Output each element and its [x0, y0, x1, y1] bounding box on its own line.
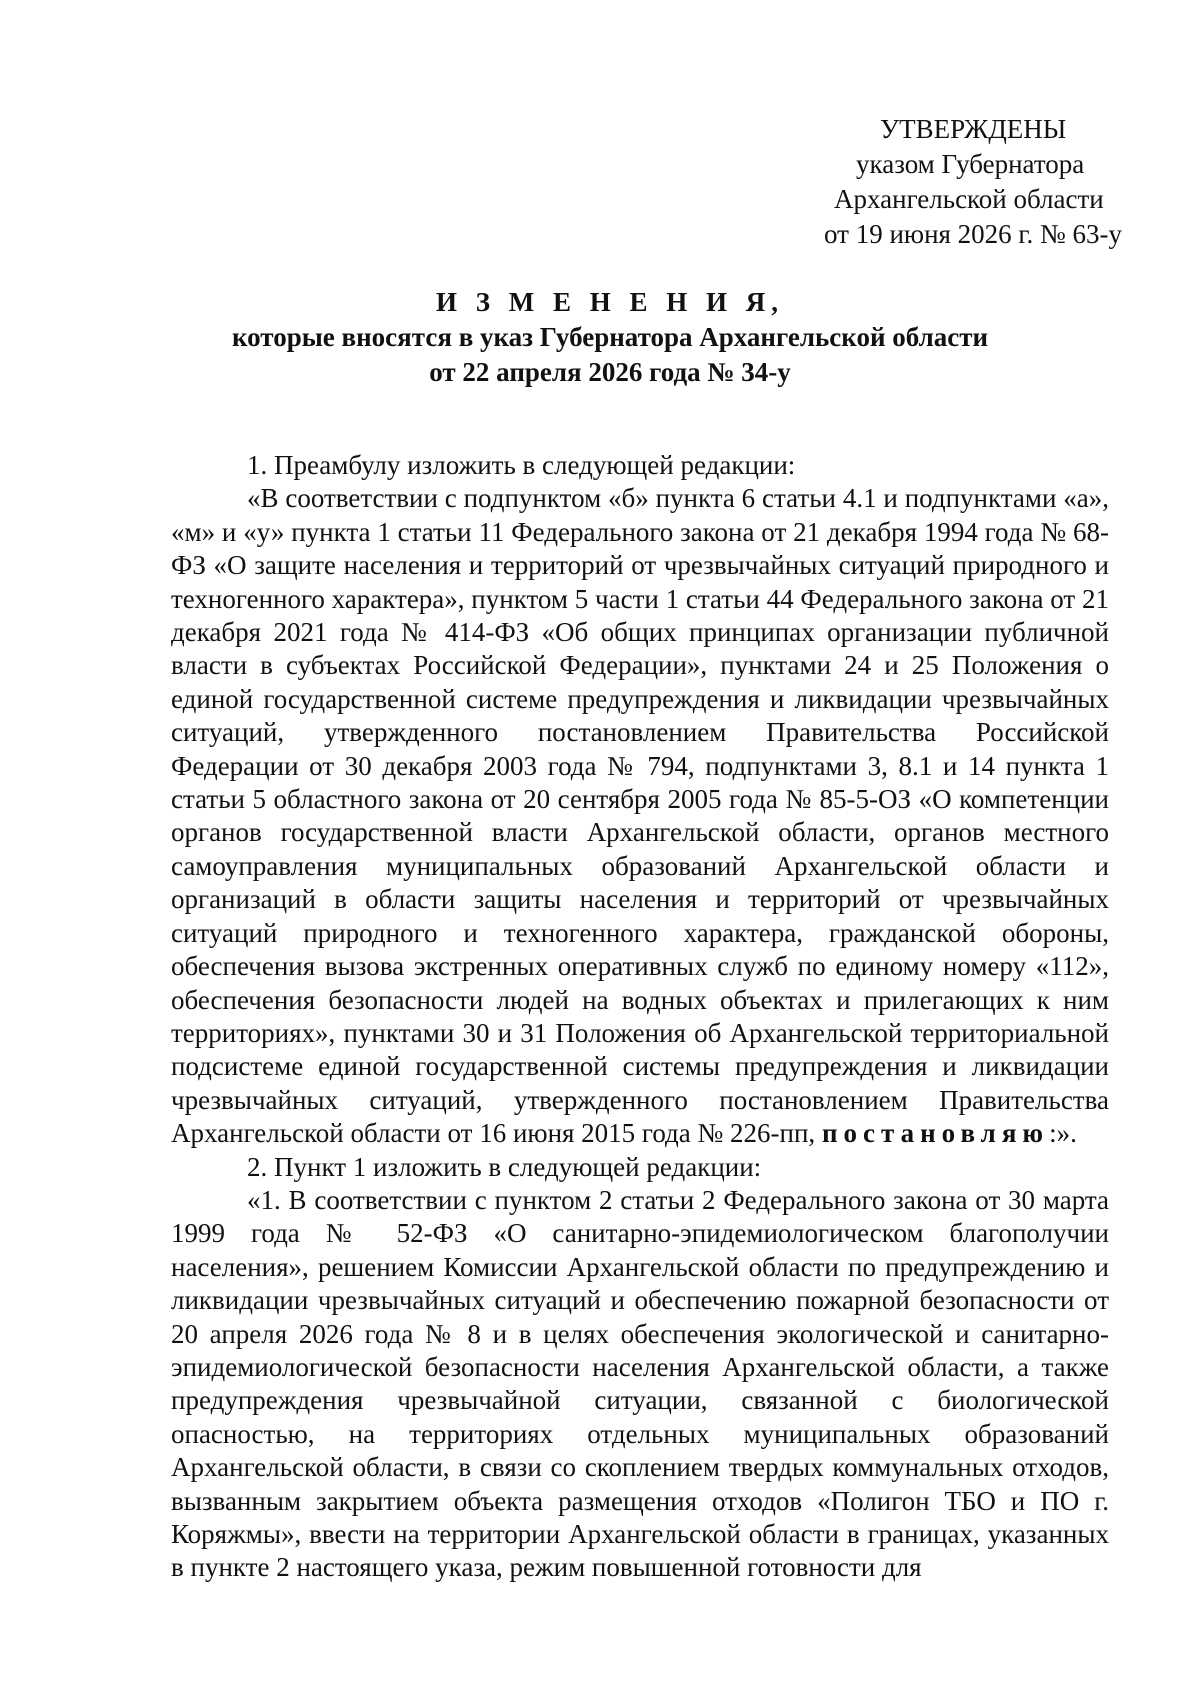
- approval-heading: УТВЕРЖДЕНЫ: [880, 114, 1067, 144]
- document-subtitle-line-2: от 22 апреля 2026 года № 34-у: [429, 357, 791, 387]
- document-title: И З М Е Н Е Н И Я,: [435, 287, 784, 317]
- paragraph-item-2: 2. Пункт 1 изложить в следующей редакции:: [247, 1151, 762, 1182]
- approval-line-date: от 19 июня 2026 г. № 63-у: [824, 219, 1122, 249]
- preamble-text: «В соответствии с подпунктом «б» пункта 6 статьи 4.1 и подпунктами «а», «м» и «у» пункта 1 статьи 11 Федерального закона от 21 декабря 1994 года № 68-ФЗ «О защите населения и территорий от чрезвычайных ситуаций природного и техногенного характера», пунктом 5 части 1 статьи 44 Федерального закона от 21 декабря 2021 года № 414-ФЗ «Об общих принципах организации публичной власти в субъектах Российской Федерации», пунктами 24 и 25 Положения о единой государственной системе предупреждения и ликвидации чрезвычайных ситуаций, утвержденного постановлением Правительства Российской Федерации от 30 декабря 2003 года № 794, подпунктами 3, 8.1 и 14 пункта 1 статьи 5 областного закона от 20 сентября 2005 года № 85-5-ОЗ «О компетенции органов государственной власти Архангельской области, органов местного самоуправления муниципальных образований Архангельской области и организаций в области защиты населения и территорий от чрезвычайных ситуаций природного и техногенного характера, гражданской обороны, обеспечения вызова экстренных оперативных служб по единому номеру «112», обеспечения безопасности людей на водных объектах и прилегающих к ним территориях», пунктами 30 и 31 Положения об Архангельской территориальной подсистеме единой государственной системы предупреждения и ликвидации чрезвычайных ситуаций, утвержденного постановлением Правительства Архангельской области от 16 июня 2015 года № 226-пп,: [171, 483, 1109, 1149]
- approval-line-region: Архангельской области: [834, 184, 1104, 214]
- approval-stamp-block: [800, 112, 1180, 252]
- document-title-block: [170, 285, 1050, 390]
- preamble-resolve-word: постановляю: [821, 1118, 1050, 1149]
- preamble-ending: :».: [1049, 1118, 1077, 1149]
- approval-line-decree: указом Губернатора: [856, 149, 1085, 179]
- document-subtitle-line-1: которые вносятся в указ Губернатора Архангельской области: [231, 322, 989, 352]
- document-body: [171, 449, 1109, 1585]
- paragraph-item-1: 1. Преамбулу изложить в следующей редакции:: [247, 450, 796, 480]
- paragraph-preamble: [171, 482, 1109, 1150]
- paragraph-point-1-text: «1. В соответствии с пунктом 2 статьи 2 Федерального закона от 30 марта 1999 года № 52-ФЗ «О санитарно-эпидемиологическом благополучии населения», решением Комиссии Архангельской области по предупреждению и ликвидации чрезвычайных ситуаций и обеспечению пожарной безопасности от 20 апреля 2026 года № 8 и в целях обеспечения экологической и санитарно-эпидемиологической безопасности населения Архангельской области, а также предупреждения чрезвычайной ситуации, связанной с биологической опасностью, на территориях отдельных муниципальных образований Архангельской области, в связи со скоплением твердых коммунальных отходов, вызванным закрытием объекта размещения отходов «Полигон ТБО и ПО г. Коряжмы», ввести на территории Архангельской области в границах, указанных в пункте 2 настоящего указа, режим повышенной готовности для: [171, 1184, 1109, 1583]
